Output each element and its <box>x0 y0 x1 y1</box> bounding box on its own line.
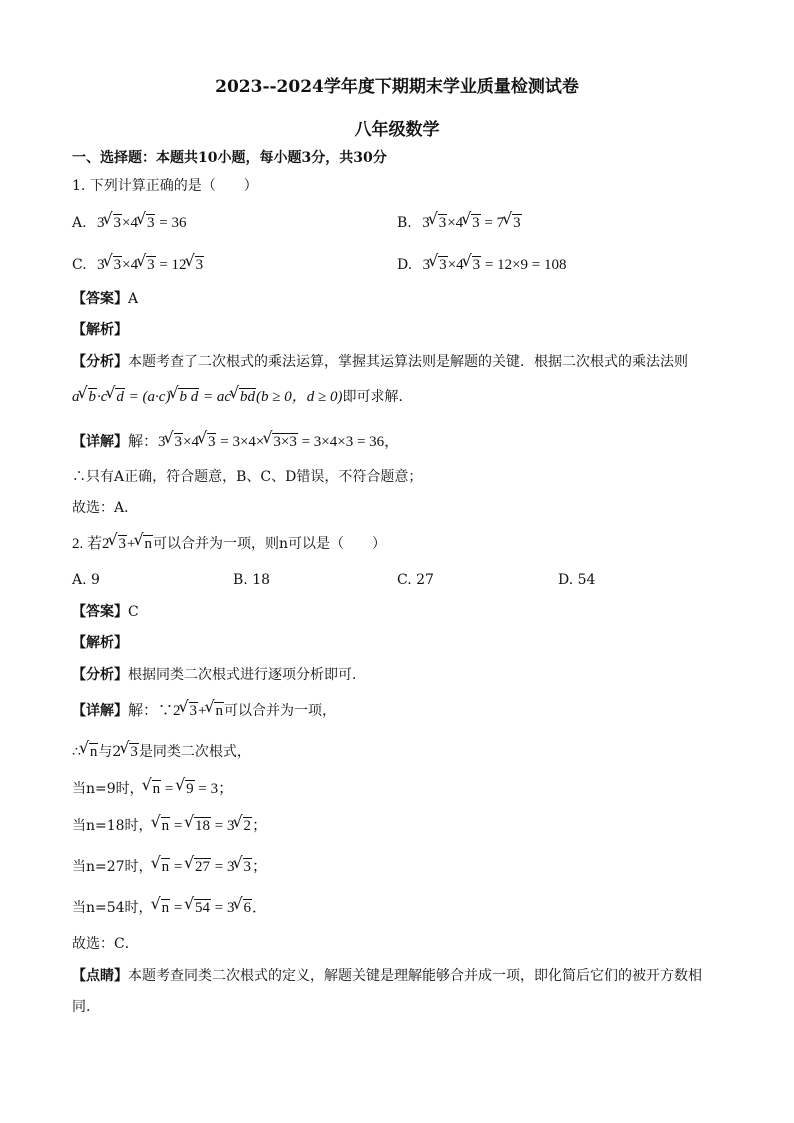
q2-case-18: 当n=18时，√ n = √ 18 = 3√ 2； <box>72 816 267 836</box>
q1-choose: 故选：A． <box>72 500 139 516</box>
q2-dianjing: 【点睛】本题考查同类二次根式的定义，解题关键是理解能够合并成一项，即化简后它们的被开方数相 <box>72 968 702 984</box>
q2-fenxi: 【分析】根据同类二次根式进行逐项分析即可． <box>72 667 366 683</box>
page-subtitle: 八年级数学 <box>354 120 440 140</box>
q2-option-a: A. 9 <box>72 572 100 588</box>
q2-case-9: 当n=9时，√ n = √ 9 = 3； <box>72 779 233 799</box>
q2-option-b: B. 18 <box>233 572 271 588</box>
q1-stem: 1. 下列计算正确的是（ ） <box>72 178 258 194</box>
q2-dianjing-cont: 同. <box>72 999 91 1015</box>
q1-analysis-tag: 【解析】 <box>72 322 128 338</box>
q2-option-d: D. 54 <box>558 572 596 588</box>
section-heading: 一、选择题：本题共10小题，每小题3分，共30分 <box>72 150 387 166</box>
q1-detail: 【详解】解：3√ 3×4√ 3 = 3×4×√ 3×3 = 3×4×3 = 36， <box>72 432 399 452</box>
q2-case-27: 当n=27时，√ n = √ 27 = 3√ 3； <box>72 857 267 877</box>
q2-option-c: C. 27 <box>397 572 434 588</box>
q1-option-b: B. 3√ 3×4√ 3 = 7√ 3 <box>397 213 522 233</box>
q2-analysis-tag: 【解析】 <box>72 635 128 651</box>
q2-answer: 【答案】C <box>72 604 139 620</box>
page-title: 2023--2024学年度下期期末学业质量检测试卷 <box>215 77 579 97</box>
q1-option-c: C. 3√ 3×4√ 3 = 12√ 3 <box>72 255 204 275</box>
q2-choose: 故选：C． <box>72 936 139 952</box>
q1-option-a: A. 3√ 3×4√ 3 = 36 <box>72 213 186 233</box>
q2-stem: 2. 若2√ 3+√ n可以合并为一项，则n可以是（ ） <box>72 534 386 554</box>
q1-formula: a√ b·c√ d = (a·c)√ b d = ac√ bd(b ≥ 0，d ≥ 0)即可求解． <box>72 387 412 407</box>
q1-option-d: D. 3√ 3×4√ 3 = 12×9 = 108 <box>397 255 567 275</box>
q1-fenxi: 【分析】本题考查了二次根式的乘法运算，掌握其运算法则是解题的关键．根据二次根式的乘法法则 <box>72 354 688 370</box>
q2-therefore: ∴√ n与2√ 3是同类二次根式， <box>72 742 251 762</box>
q1-answer: 【答案】A <box>72 291 139 307</box>
q2-detail: 【详解】解：∵2√ 3+√ n可以合并为一项， <box>72 701 336 721</box>
q2-case-54: 当n=54时，√ n = √ 54 = 3√ 6． <box>72 898 267 918</box>
q1-conclusion: ∴只有A正确，符合题意，B、C、D错误，不符合题意； <box>72 469 423 485</box>
